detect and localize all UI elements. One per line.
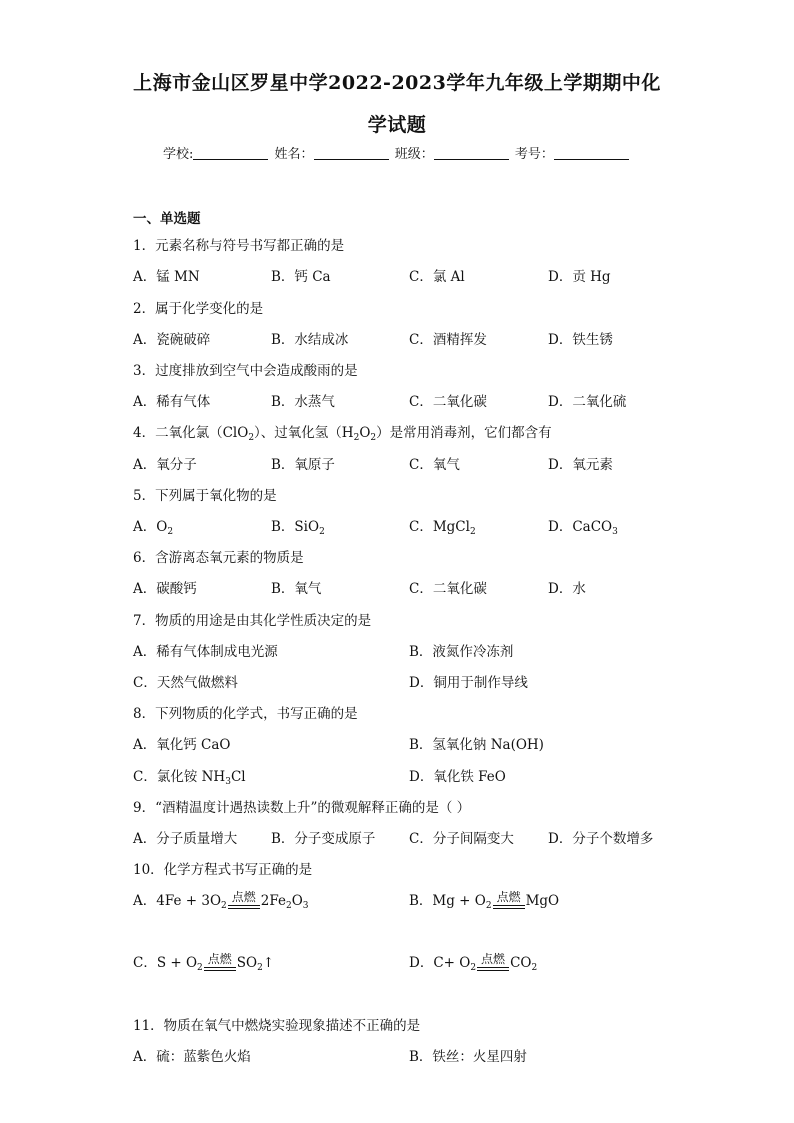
q9-option-d[interactable]: D．分子个数增多: [548, 831, 654, 847]
school-label: 学校:: [163, 147, 194, 162]
reaction-condition: 点燃: [493, 891, 525, 909]
student-info-row: [163, 143, 631, 162]
section-heading: 一、单选题: [133, 211, 201, 227]
exam-title-line1: 上海市金山区罗星中学2022-2023学年九年级上学期期中化: [133, 72, 661, 94]
school-blank[interactable]: [193, 145, 268, 160]
reaction-condition: 点燃: [204, 953, 236, 971]
class-blank[interactable]: [434, 145, 509, 160]
q5-option-a[interactable]: A．$O_2$: [133, 519, 174, 537]
class-label: 班级：: [394, 147, 434, 162]
exam-title-line2: 学试题: [367, 114, 427, 136]
q3-option-d[interactable]: D．二氧化硫: [548, 394, 627, 410]
q4-option-d[interactable]: D．氧元素: [548, 457, 613, 473]
q3-option-c[interactable]: C．二氧化碳: [409, 394, 487, 410]
q4-option-c[interactable]: C．氧气: [409, 457, 460, 473]
q1-option-d[interactable]: D．贡 Hg: [548, 269, 611, 285]
id-label: 考号：: [514, 147, 554, 162]
q10-option-d[interactable]: D．$C+ O_2$ 点燃 $CO_2$: [409, 952, 538, 973]
q4-option-b[interactable]: B．氧原子: [271, 457, 335, 473]
q1-option-a[interactable]: A．锰 MN: [133, 269, 200, 285]
id-blank[interactable]: [554, 145, 629, 160]
q6-option-b[interactable]: B．氧气: [271, 581, 322, 597]
q9-option-a[interactable]: A．分子质量增大: [133, 831, 238, 847]
q1-option-b[interactable]: B．钙 Ca: [271, 269, 331, 285]
q2-option-d[interactable]: D．铁生锈: [548, 332, 613, 348]
question-11-stem: 11．物质在氧气中燃烧实验现象描述不正确的是: [133, 1018, 421, 1034]
q8-option-b[interactable]: B．氢氧化钠 Na(OH): [409, 737, 544, 753]
q2-option-a[interactable]: A．瓷碗破碎: [133, 332, 211, 348]
q7-option-b[interactable]: B．液氮作冷冻剂: [409, 644, 514, 660]
q11-option-a[interactable]: A．硫：蓝紫色火焰: [133, 1049, 251, 1065]
q10-option-c[interactable]: C．$S + O_2$ 点燃 $SO_2↑$: [133, 952, 275, 973]
question-3-stem: 3．过度排放到空气中会造成酸雨的是: [133, 363, 358, 379]
reaction-condition: 点燃: [228, 891, 260, 909]
q8-option-d[interactable]: D．氧化铁 FeO: [409, 769, 506, 785]
question-5-stem: 5．下列属于氧化物的是: [133, 488, 277, 504]
q6-option-c[interactable]: C．二氧化碳: [409, 581, 487, 597]
q10-option-b[interactable]: B．$Mg + O_2$ 点燃 MgO: [409, 890, 560, 911]
q7-option-c[interactable]: C．天然气做燃料: [133, 675, 238, 691]
question-1-stem: 1．元素名称与符号书写都正确的是: [133, 238, 345, 254]
q4-option-a[interactable]: A．氧分子: [133, 457, 197, 473]
q7-option-a[interactable]: A．稀有气体制成电光源: [133, 644, 278, 660]
q5-option-b[interactable]: B．SiO$_2$: [271, 519, 325, 537]
question-8-stem: 8．下列物质的化学式，书写正确的是: [133, 706, 358, 722]
q7-option-d[interactable]: D．铜用于制作导线: [409, 675, 528, 691]
q5-option-d[interactable]: D．CaCO$_3$: [548, 519, 618, 537]
name-label: 姓名：: [274, 147, 314, 162]
q1-option-c[interactable]: C．氯 Al: [409, 269, 465, 285]
q6-option-d[interactable]: D．水: [548, 581, 586, 597]
q9-option-b[interactable]: B．分子变成原子: [271, 831, 376, 847]
q8-option-a[interactable]: A．氧化钙 CaO: [133, 737, 231, 753]
q3-option-a[interactable]: A．稀有气体: [133, 394, 211, 410]
question-9-stem: 9．“酒精温度计遇热读数上升”的微观解释正确的是（ ）: [133, 800, 471, 816]
q2-option-c[interactable]: C．酒精挥发: [409, 332, 487, 348]
q5-option-c[interactable]: C．MgCl$_2$: [409, 519, 476, 537]
q11-option-b[interactable]: B．铁丝：火星四射: [409, 1049, 527, 1065]
name-blank[interactable]: [314, 145, 389, 160]
reaction-condition: 点燃: [477, 953, 509, 971]
question-7-stem: 7．物质的用途是由其化学性质决定的是: [133, 613, 372, 629]
q8-option-c[interactable]: C．氯化铵 $NH_3Cl$: [133, 769, 246, 787]
q2-option-b[interactable]: B．水结成冰: [271, 332, 349, 348]
q9-option-c[interactable]: C．分子间隔变大: [409, 831, 514, 847]
q10-option-a[interactable]: A．$4Fe + 3O_2$ 点燃 $2Fe_2O_3$: [133, 890, 309, 911]
q6-option-a[interactable]: A．碳酸钙: [133, 581, 197, 597]
question-4-stem: 4．二氧化氯（ClO$_2$）、过氧化氢$(H_2O_2)$是常用消毒剂，它们都含有: [133, 425, 552, 443]
gas-arrow-icon: ↑: [262, 955, 275, 971]
question-10-stem: 10．化学方程式书写正确的是: [133, 862, 313, 878]
question-2-stem: 2．属于化学变化的是: [133, 301, 264, 317]
question-6-stem: 6．含游离态氧元素的物质是: [133, 550, 304, 566]
q3-option-b[interactable]: B．水蒸气: [271, 394, 335, 410]
